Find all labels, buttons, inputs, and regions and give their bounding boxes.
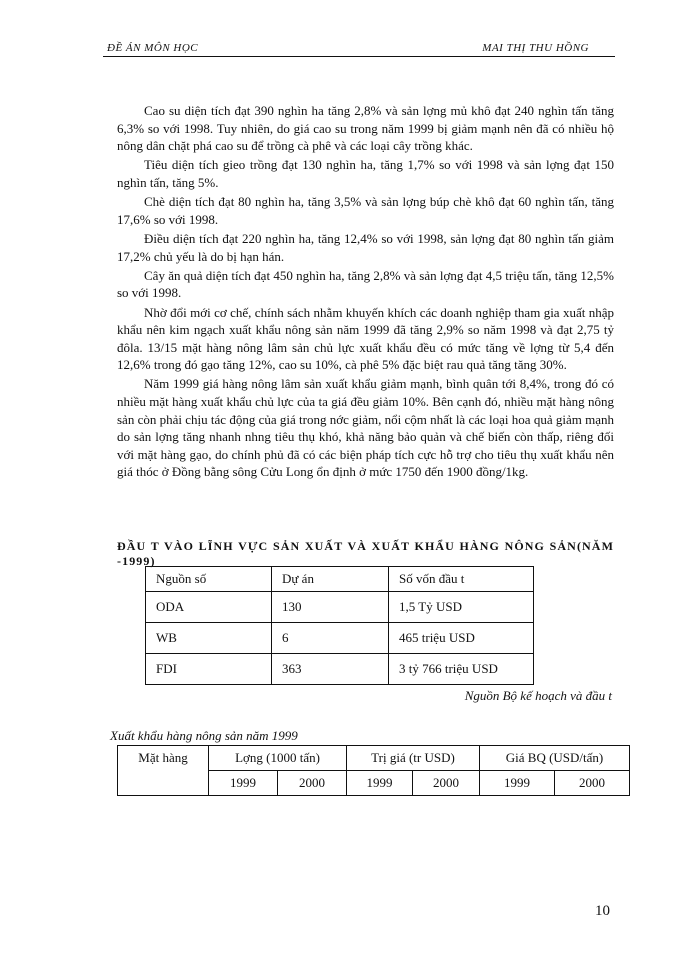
- paragraph: Tiêu diện tích gieo trồng đạt 130 nghìn ha, tăng 1,7% so với 1998 và sản lợng đạt 150 nghìn tấn, tăng 5%.: [117, 157, 614, 190]
- table-source-note: Nguồn Bộ kế hoạch và đầu t: [464, 688, 612, 703]
- body-text: [117, 102, 614, 483]
- table-row: [146, 592, 534, 623]
- paragraph: Cao su diện tích đạt 390 nghìn ha tăng 2,8% và sản lợng mủ khô đạt 240 nghìn tấn tăng 6,3% so với 1998. Tuy nhiên, do giá cao su trong năm 1999 bị giảm mạnh nên đã có nhiều hộ nông dân chặt phá cao su để trồng cà phê và các loại cây trồng khác.: [117, 103, 614, 154]
- paragraph: Điều diện tích đạt 220 nghìn ha, tăng 12,4% so với 1998, sản lợng đạt 80 nghìn tấn giảm 17,2% chủ yếu là do bị hạn hán.: [117, 230, 614, 264]
- table-cell: 6: [272, 623, 389, 654]
- table-cell: 363: [272, 654, 389, 685]
- table-header-cell: Nguồn số: [146, 567, 272, 592]
- table-header-cell: Lợng (1000 tấn): [209, 746, 347, 771]
- table-cell: FDI: [146, 654, 272, 685]
- table-cell: 1,5 Tỷ USD: [389, 592, 534, 623]
- paragraph: Chè diện tích đạt 80 nghìn ha, tăng 3,5% và sản lợng búp chè khô đạt 60 nghìn tấn, tăng 17,6% so với 1998.: [117, 194, 614, 227]
- table-cell: 130: [272, 592, 389, 623]
- table-cell: 1999: [480, 771, 555, 796]
- table-header-row: [118, 746, 630, 771]
- header-right: MAI THỊ THU HỒNG: [482, 42, 589, 54]
- table-cell: 2000: [278, 771, 347, 796]
- table-header-cell: Số vốn đầu t: [389, 567, 534, 592]
- table-header-cell: Dự án: [272, 567, 389, 592]
- table-cell: 3 tỷ 766 triệu USD: [389, 654, 534, 685]
- paragraph: Nhờ đổi mới cơ chế, chính sách nhằm khuyến khích các doanh nghiệp tham gia xuất nhập khẩu nên kim ngạch xuất khẩu nông sản năm 1999 đã tăng 2,9% so năm 1998 và đạt 2,75 tỷ đôla. 13/15 mặt hàng nông lâm sản chủ lực xuất khẩu đều có mức tăng về lợng từ 5,4 đến 12,6% trong đó gạo tăng 12%, cao su 10%, cà phê 5% đặc biệt rau quả tăng tăng 30%.: [117, 304, 614, 373]
- table-cell: 2000: [555, 771, 630, 796]
- page-number: 10: [595, 903, 610, 919]
- investment-table-title: ĐẦU T VÀO LĨNH VỰC SẢN XUẤT VÀ XUẤT KHẨU HÀNG NÔNG SẢN(NĂM -1999): [117, 539, 614, 568]
- table-cell: 2000: [413, 771, 480, 796]
- table-header-cell: Trị giá (tr USD): [347, 746, 480, 771]
- table-row: [146, 654, 534, 685]
- table-row: [146, 623, 534, 654]
- table-header-row: [146, 567, 534, 592]
- table-header-cell: Mặt hàng: [118, 746, 209, 796]
- table-cell: WB: [146, 623, 272, 654]
- investment-table: [145, 566, 534, 685]
- export-table-caption: Xuất khẩu hàng nông sản năm 1999: [110, 728, 298, 743]
- table-cell: 465 triệu USD: [389, 623, 534, 654]
- table-cell: 1999: [347, 771, 413, 796]
- paragraph: Năm 1999 giá hàng nông lâm sản xuất khẩu giảm mạnh, bình quân tới 8,4%, trong đó có nhiều mặt hàng xuất khẩu chủ lực của ta giá đều giảm 10%. Bên cạnh đó, nhiều mặt hàng nông sản còn phải chịu tác động của giá trong nớc giảm, nổi cộm nhất là các loại hoa quả giảm mạnh do sản lợng tăng nhanh nhng tiêu thụ khó, khả năng bảo quản và chế biến còn thấp, riêng đối với mặt hàng gạo, do chính phủ đã có các biện pháp tích cực hỗ trợ cho tiêu thụ xuất khẩu nên giá thóc ở Đồng bằng sông Cửu Long ổn định ở mức 1750 đến 1900 đồng/1kg.: [117, 376, 614, 480]
- paragraph: Cây ăn quả diện tích đạt 450 nghìn ha, tăng 2,8% và sản lợng đạt 4,5 triệu tấn, tăng 12,5% so với 1998.: [117, 267, 614, 301]
- header-rule: [103, 56, 615, 57]
- header-left: ĐỀ ÁN MÔN HỌC: [107, 42, 199, 54]
- table-header-cell: Giá BQ (USD/tấn): [480, 746, 630, 771]
- table-cell: ODA: [146, 592, 272, 623]
- table-cell: 1999: [209, 771, 278, 796]
- export-table: [117, 745, 630, 796]
